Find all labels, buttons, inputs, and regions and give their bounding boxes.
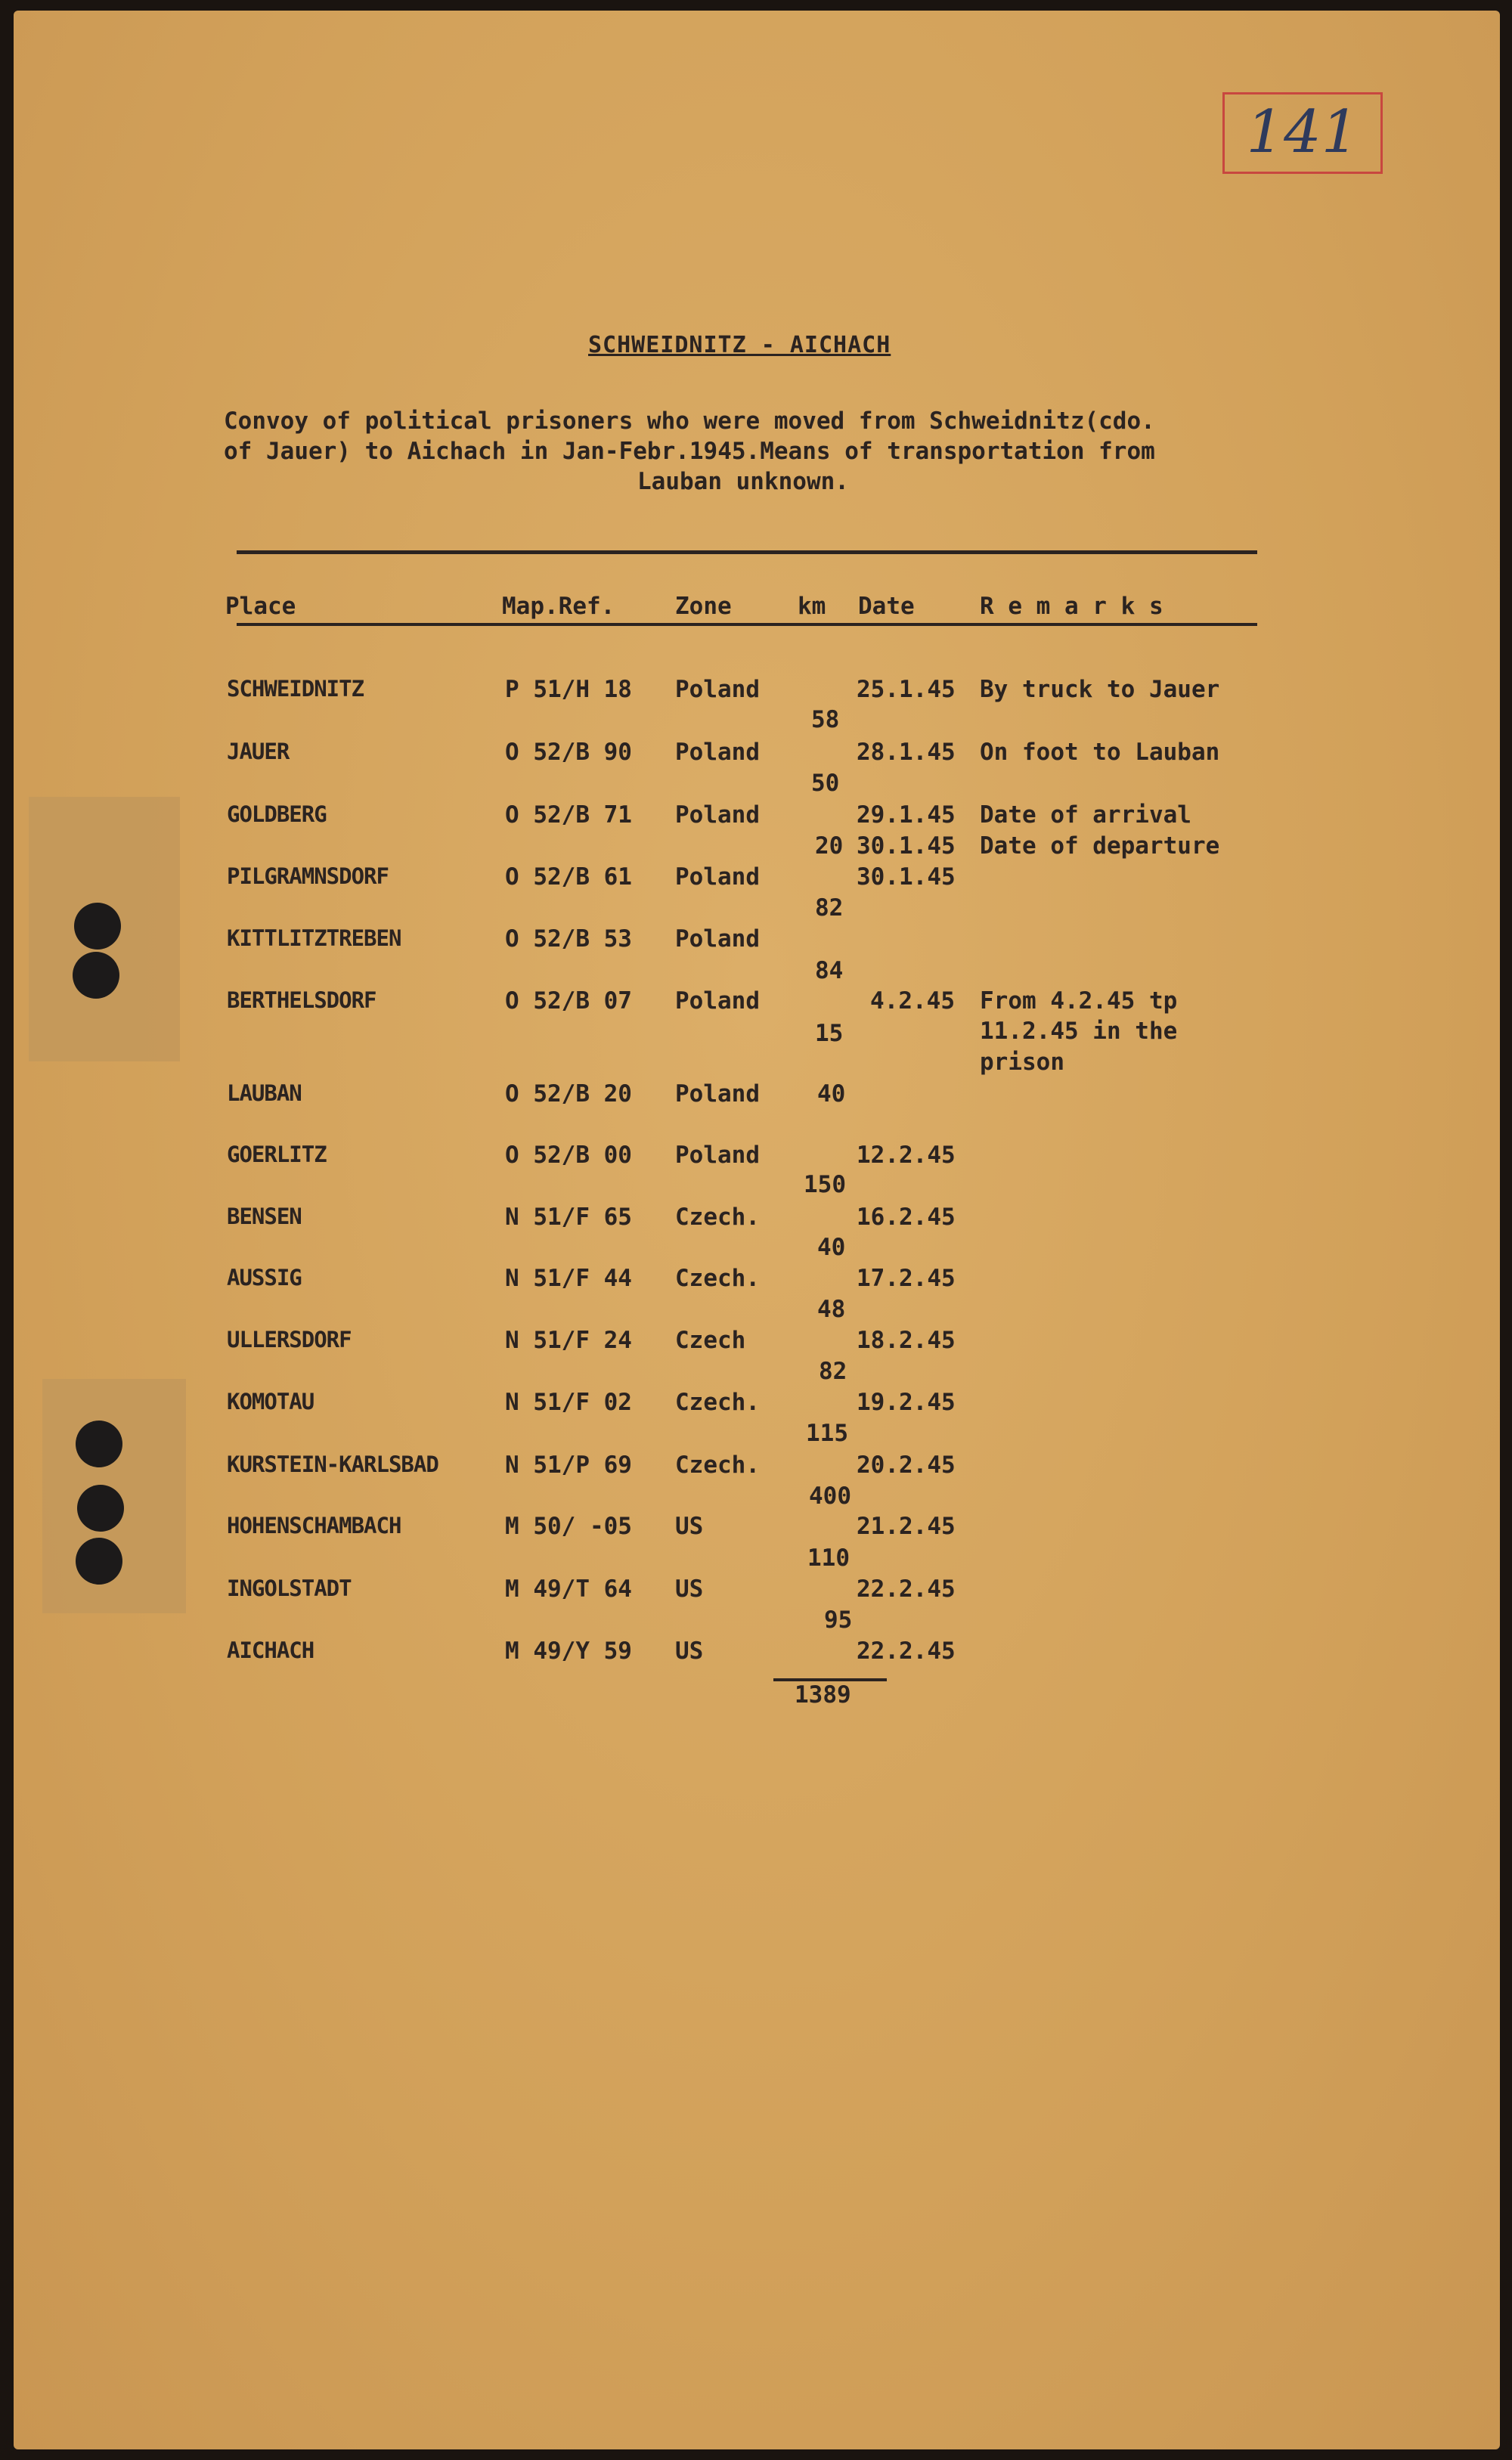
cell-map-ref: N 51/F 02: [505, 1389, 632, 1416]
cell-zone: Poland: [675, 1142, 760, 1169]
distance-km: 48: [817, 1296, 846, 1323]
cell-date: 20.2.45: [857, 1452, 956, 1479]
cell-zone: Poland: [675, 987, 760, 1015]
cell-date: 18.2.45: [857, 1327, 956, 1354]
cell-remarks: Date of departure: [980, 832, 1220, 860]
punch-hole: [77, 1485, 124, 1532]
cell-date: 29.1.45: [857, 801, 956, 829]
cell-place: AUSSIG: [227, 1265, 302, 1290]
cell-zone: Poland: [675, 739, 760, 766]
cell-date: 30.1.45: [857, 863, 956, 891]
header-place: Place: [225, 593, 296, 620]
intro-line-3: Lauban unknown.: [637, 468, 849, 495]
cell-map-ref: N 51/F 44: [505, 1265, 632, 1292]
cell-zone: Czech.: [675, 1265, 760, 1292]
cell-date: 22.2.45: [857, 1637, 956, 1665]
cell-date: 19.2.45: [857, 1389, 956, 1416]
intro-line-1: Convoy of political prisoners who were moved from Schweidnitz(cdo.: [224, 407, 1155, 435]
cell-map-ref: O 52/B 20: [505, 1080, 632, 1108]
cell-date: 25.1.45: [857, 676, 956, 703]
header-remarks: R e m a r k s: [980, 593, 1163, 620]
cell-zone: US: [675, 1575, 704, 1603]
cell-date: 17.2.45: [857, 1265, 956, 1292]
cell-place: KOMOTAU: [227, 1389, 314, 1414]
intro-line-2: of Jauer) to Aichach in Jan-Febr.1945.Means of transportation from: [224, 438, 1155, 465]
cell-zone: Poland: [675, 863, 760, 891]
distance-km: 40: [817, 1080, 846, 1108]
cell-place: BERTHELSDORF: [227, 987, 376, 1013]
cell-date: 28.1.45: [857, 739, 956, 766]
cell-place: LAUBAN: [227, 1080, 302, 1106]
punch-hole: [76, 1421, 122, 1467]
distance-km: 15: [815, 1020, 844, 1047]
top-rule: [237, 550, 1257, 554]
cell-remarks: Date of arrival: [980, 801, 1191, 829]
cell-map-ref: N 51/P 69: [505, 1452, 632, 1479]
cell-map-ref: O 52/B 00: [505, 1142, 632, 1169]
distance-km: 84: [815, 957, 844, 984]
cell-zone: Poland: [675, 676, 760, 703]
cell-date: 22.2.45: [857, 1575, 956, 1603]
cell-map-ref: N 51/F 65: [505, 1204, 632, 1231]
cell-remarks: On foot to Lauban: [980, 739, 1220, 766]
cell-place: AICHACH: [227, 1637, 314, 1663]
cell-map-ref: O 52/B 71: [505, 801, 632, 829]
cell-remarks: By truck to Jauer: [980, 676, 1220, 703]
distance-km: 40: [817, 1234, 846, 1261]
distance-km: 95: [824, 1606, 853, 1634]
distance-km: 150: [804, 1171, 846, 1198]
distance-km: 82: [819, 1358, 847, 1385]
header-date: Date: [858, 593, 915, 620]
cell-place: KITTLITZTREBEN: [227, 925, 401, 951]
cell-place: PILGRAMNSDORF: [227, 863, 389, 889]
distance-km: 58: [811, 706, 840, 733]
cell-map-ref: M 49/T 64: [505, 1575, 632, 1603]
cell-date: 30.1.45: [857, 832, 956, 860]
cell-place: SCHWEIDNITZ: [227, 676, 364, 702]
cell-date: 21.2.45: [857, 1513, 956, 1540]
header-map-ref: Map.Ref.: [502, 593, 615, 620]
page-number-stamp: 141: [1222, 92, 1383, 174]
cell-place: GOERLITZ: [227, 1142, 327, 1167]
cell-map-ref: N 51/F 24: [505, 1327, 632, 1354]
cell-zone: Poland: [675, 801, 760, 829]
cell-date: 4.2.45: [870, 987, 955, 1015]
cell-zone: Czech.: [675, 1452, 760, 1479]
header-rule: [237, 623, 1257, 626]
distance-km: 50: [811, 770, 840, 797]
distance-km: 20: [815, 832, 844, 860]
cell-place: HOHENSCHAMBACH: [227, 1513, 401, 1538]
cell-remarks: prison: [980, 1049, 1064, 1076]
cell-zone: Czech: [675, 1327, 746, 1354]
cell-place: KURSTEIN-KARLSBAD: [227, 1452, 438, 1477]
distance-km: 82: [815, 894, 844, 922]
cell-place: JAUER: [227, 739, 290, 764]
cell-zone: Poland: [675, 1080, 760, 1108]
cell-remarks: From 4.2.45 tp: [980, 987, 1178, 1015]
distance-km: 110: [807, 1544, 850, 1572]
punch-hole: [73, 952, 119, 999]
cell-date: 16.2.45: [857, 1204, 956, 1231]
header-zone: Zone: [675, 593, 732, 620]
punch-hole: [74, 903, 121, 950]
cell-zone: US: [675, 1637, 704, 1665]
header-km: km: [798, 593, 826, 620]
punch-hole: [76, 1538, 122, 1585]
distance-km: 115: [806, 1420, 848, 1447]
cell-place: GOLDBERG: [227, 801, 327, 827]
cell-map-ref: M 49/Y 59: [505, 1637, 632, 1665]
cell-date: 12.2.45: [857, 1142, 956, 1169]
distance-km: 400: [809, 1483, 851, 1510]
document-title: SCHWEIDNITZ - AICHACH: [588, 332, 891, 358]
total-km: 1389: [795, 1681, 851, 1709]
cell-map-ref: O 52/B 07: [505, 987, 632, 1015]
cell-zone: Poland: [675, 925, 760, 953]
cell-place: ULLERSDORF: [227, 1327, 352, 1352]
document-sheet: [14, 11, 1500, 2449]
cell-map-ref: O 52/B 61: [505, 863, 632, 891]
cell-zone: Czech.: [675, 1389, 760, 1416]
cell-zone: Czech.: [675, 1204, 760, 1231]
cell-map-ref: O 52/B 53: [505, 925, 632, 953]
cell-place: INGOLSTADT: [227, 1575, 352, 1601]
cell-remarks: 11.2.45 in the: [980, 1018, 1178, 1045]
cell-map-ref: M 50/ -05: [505, 1513, 632, 1540]
cell-place: BENSEN: [227, 1204, 302, 1229]
cell-zone: US: [675, 1513, 704, 1540]
cell-map-ref: O 52/B 90: [505, 739, 632, 766]
cell-map-ref: P 51/H 18: [505, 676, 632, 703]
